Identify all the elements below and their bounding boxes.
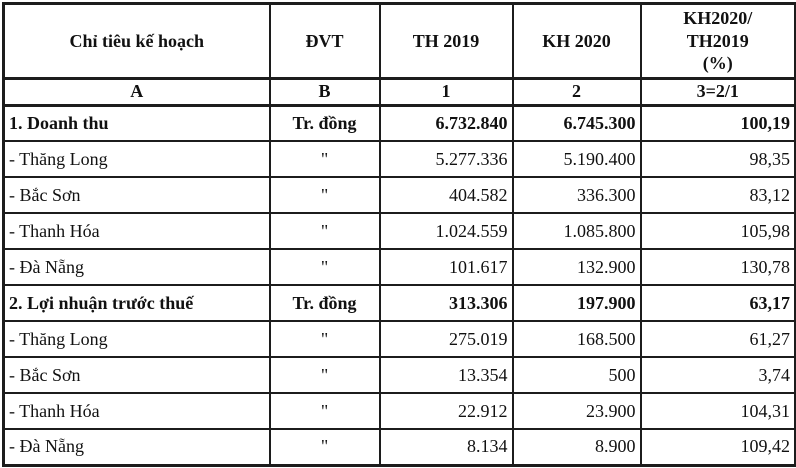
code-col-formula: 3=2/1 — [641, 78, 796, 105]
row-unit: " — [270, 321, 380, 357]
table-row-thang-long-2 — [4, 321, 796, 357]
table-codes-row — [4, 78, 796, 105]
row-th2019: 22.912 — [380, 393, 513, 429]
row-ratio: 105,98 — [641, 213, 796, 249]
row-kh2020: 336.300 — [513, 177, 641, 213]
table-row-da-nang — [4, 249, 796, 285]
scanned-plan-document — [0, 2, 796, 468]
table-row-doanh-thu — [4, 105, 796, 141]
row-ratio: 63,17 — [641, 285, 796, 321]
row-ratio: 61,27 — [641, 321, 796, 357]
row-kh2020: 5.190.400 — [513, 141, 641, 177]
code-col-2: 2 — [513, 78, 641, 105]
header-col-th2019: TH 2019 — [380, 4, 513, 79]
row-label: - Thăng Long — [4, 321, 270, 357]
table-row-bac-son — [4, 177, 796, 213]
row-th2019: 8.134 — [380, 429, 513, 465]
table-row-loi-nhuan — [4, 285, 796, 321]
table-row-da-nang-2 — [4, 429, 796, 465]
row-ratio: 83,12 — [641, 177, 796, 213]
row-kh2020: 132.900 — [513, 249, 641, 285]
row-th2019: 13.354 — [380, 357, 513, 393]
row-kh2020: 500 — [513, 357, 641, 393]
row-th2019: 275.019 — [380, 321, 513, 357]
table-header-row — [4, 4, 796, 79]
row-unit: " — [270, 357, 380, 393]
row-unit: " — [270, 213, 380, 249]
table-row-thanh-hoa-2 — [4, 393, 796, 429]
header-col-kh2020: KH 2020 — [513, 4, 641, 79]
plan-table — [2, 2, 796, 467]
row-th2019: 1.024.559 — [380, 213, 513, 249]
row-ratio: 109,42 — [641, 429, 796, 465]
table-row-thanh-hoa — [4, 213, 796, 249]
row-label: - Thanh Hóa — [4, 393, 270, 429]
row-kh2020: 6.745.300 — [513, 105, 641, 141]
row-label: - Thanh Hóa — [4, 213, 270, 249]
row-th2019: 313.306 — [380, 285, 513, 321]
row-label: 1. Doanh thu — [4, 105, 270, 141]
row-kh2020: 1.085.800 — [513, 213, 641, 249]
code-col-b: B — [270, 78, 380, 105]
header-ratio-line2: TH2019 — [686, 30, 749, 51]
row-label: - Thăng Long — [4, 141, 270, 177]
code-col-1: 1 — [380, 78, 513, 105]
row-ratio: 3,74 — [641, 357, 796, 393]
row-unit: " — [270, 393, 380, 429]
row-ratio: 100,19 — [641, 105, 796, 141]
code-col-a: A — [4, 78, 270, 105]
row-label: - Đà Nẵng — [4, 249, 270, 285]
row-unit: Tr. đồng — [270, 105, 380, 141]
row-th2019: 5.277.336 — [380, 141, 513, 177]
row-label: - Bắc Sơn — [4, 357, 270, 393]
row-label: - Đà Nẵng — [4, 429, 270, 465]
row-kh2020: 8.900 — [513, 429, 641, 465]
row-unit: " — [270, 141, 380, 177]
header-col-unit: ĐVT — [270, 4, 380, 79]
row-unit: " — [270, 249, 380, 285]
table-row-thang-long — [4, 141, 796, 177]
row-unit: " — [270, 429, 380, 465]
header-ratio-line3: (%) — [702, 53, 733, 73]
row-th2019: 404.582 — [380, 177, 513, 213]
row-th2019: 6.732.840 — [380, 105, 513, 141]
table-row-bac-son-2 — [4, 357, 796, 393]
row-label: - Bắc Sơn — [4, 177, 270, 213]
header-ratio-line1: KH2020/ — [683, 8, 753, 28]
row-unit: " — [270, 177, 380, 213]
row-ratio: 98,35 — [641, 141, 796, 177]
row-kh2020: 197.900 — [513, 285, 641, 321]
row-kh2020: 23.900 — [513, 393, 641, 429]
row-ratio: 130,78 — [641, 249, 796, 285]
row-th2019: 101.617 — [380, 249, 513, 285]
row-ratio: 104,31 — [641, 393, 796, 429]
row-unit: Tr. đồng — [270, 285, 380, 321]
row-label: 2. Lợi nhuận trước thuế — [4, 285, 270, 321]
header-col-label: Chỉ tiêu kế hoạch — [4, 4, 270, 79]
row-kh2020: 168.500 — [513, 321, 641, 357]
header-col-ratio — [641, 4, 796, 79]
